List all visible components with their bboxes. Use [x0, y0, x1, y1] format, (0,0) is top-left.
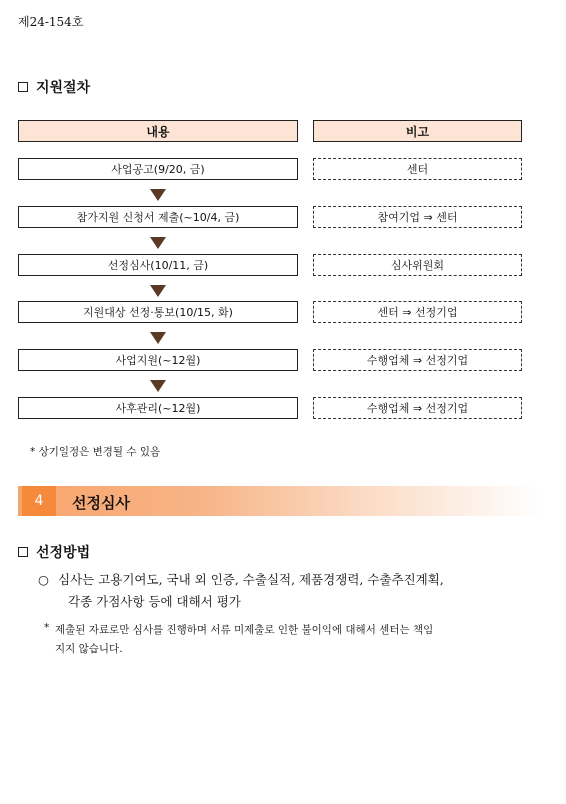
step-box: 사후관리(~12월) — [18, 397, 298, 419]
bullet-text-line: 각종 가점사항 등에 대해서 평가 — [68, 594, 241, 609]
step-remark-box: 참여기업 ⇒ 센터 — [313, 206, 522, 228]
step-box: 사업공고(9/20, 금) — [18, 158, 298, 180]
footnote-line: 제출된 자료로만 심사를 진행하며 서류 미제출로 인한 불이익에 대해서 센터는 책임 — [55, 624, 434, 636]
section-number-badge: 4 — [22, 486, 56, 516]
step-remark-box: 수행업체 ⇒ 선정기업 — [313, 397, 522, 419]
bullet-symbol: ○ — [38, 572, 49, 587]
down-arrow-icon — [150, 189, 166, 201]
bullet-text-line: 심사는 고용기여도, 국내 외 인증, 수출실적, 제품경쟁력, 수출추진계획, — [58, 572, 444, 587]
step-box: 사업지원(~12월) — [18, 349, 298, 371]
schedule-note: * 상기일정은 변경될 수 있음 — [30, 446, 161, 458]
table-header-content: 내용 — [18, 120, 298, 142]
section-title: 선정방법 — [36, 545, 91, 561]
step-box: 선정심사(10/11, 금) — [18, 254, 298, 276]
step-box: 지원대상 선정·통보(10/15, 화) — [18, 301, 298, 323]
step-remark-box: 센터 — [313, 158, 522, 180]
section-banner-title: 선정심사 — [72, 494, 130, 512]
checkbox-square-icon — [18, 547, 28, 557]
section-title: 지원절차 — [36, 80, 91, 96]
step-remark-box: 센터 ⇒ 선정기업 — [313, 301, 522, 323]
down-arrow-icon — [150, 237, 166, 249]
step-remark-box: 심사위원회 — [313, 254, 522, 276]
note-star: * — [44, 622, 50, 634]
down-arrow-icon — [150, 332, 166, 344]
down-arrow-icon — [150, 380, 166, 392]
section-heading-selection-method — [18, 542, 90, 562]
footnote-line: 지지 않습니다. — [55, 643, 123, 655]
table-header-remarks: 비고 — [313, 120, 522, 142]
section-heading-support-procedure — [18, 77, 90, 97]
down-arrow-icon — [150, 285, 166, 297]
document-number: 제24-154호 — [18, 15, 84, 29]
step-box: 참가지원 신청서 제출(~10/4, 금) — [18, 206, 298, 228]
checkbox-square-icon — [18, 82, 28, 92]
step-remark-box: 수행업체 ⇒ 선정기업 — [313, 349, 522, 371]
